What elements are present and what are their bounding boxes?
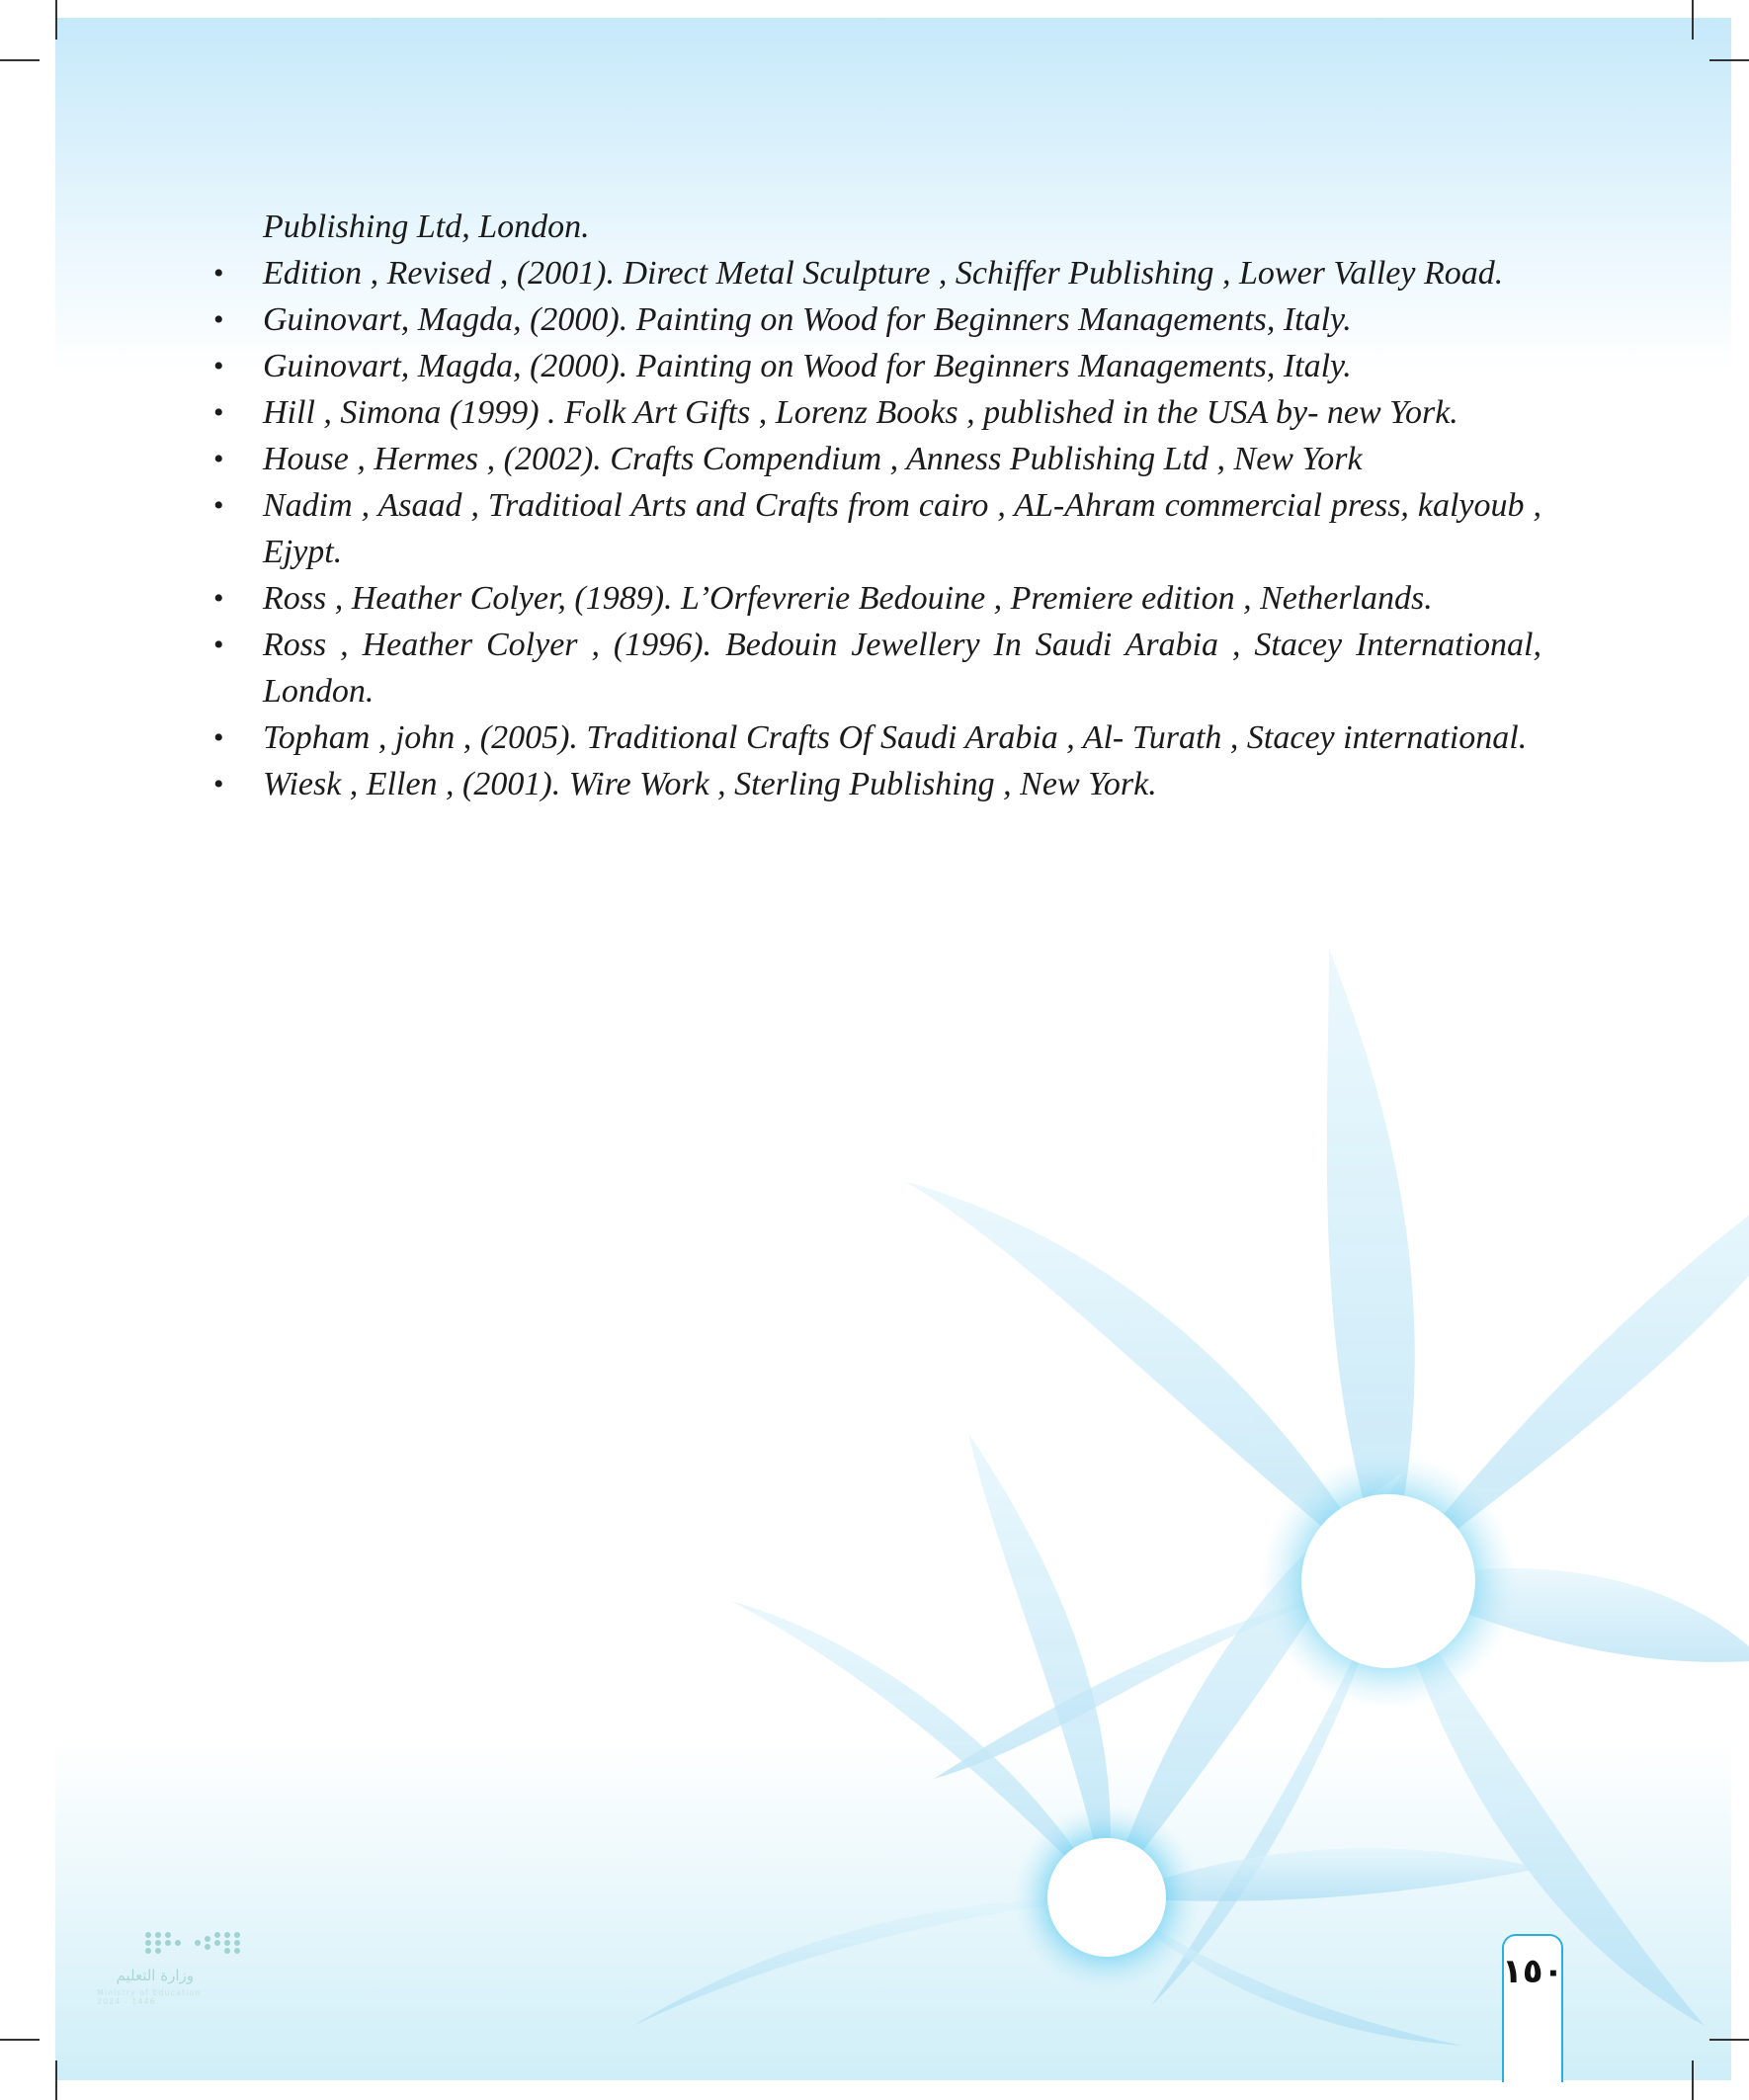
bullet-icon: • (213, 768, 224, 800)
references-list (208, 204, 1541, 807)
crop-mark (0, 2039, 40, 2041)
reference-item: • Guinovart, Magda, (2000). Painting on Wood for Beginners Managements, Italy. (208, 343, 1541, 389)
page-number: ١٥٠ (1502, 1952, 1564, 1991)
bullet-icon: • (213, 257, 224, 290)
bullet-icon: • (213, 582, 224, 615)
crop-mark (1709, 2039, 1749, 2041)
crop-mark (1709, 59, 1749, 61)
crop-mark (55, 2060, 57, 2100)
reference-continuation: Publishing Ltd, London. (263, 209, 590, 245)
bullet-icon: • (213, 350, 224, 382)
reference-item: • Wiesk , Ellen , (2001). Wire Work , Sterling Publishing , New York. (208, 761, 1541, 807)
reference-item: • Nadim , Asaad , Traditioal Arts and Crafts from cairo , AL-Ahram commercial press, kalyoub , Ejypt. (208, 482, 1541, 575)
reference-item: • Guinovart, Magda, (2000). Painting on Wood for Beginners Managements, Italy. (208, 296, 1541, 343)
crop-mark (0, 59, 40, 61)
bullet-icon: • (213, 396, 224, 429)
bullet-icon: • (213, 443, 224, 475)
bullet-icon: • (213, 629, 224, 661)
bullet-icon: • (213, 489, 224, 522)
reference-item: • Edition , Revised , (2001). Direct Metal Sculpture , Schiffer Publishing , Lower Valley Road. (208, 250, 1541, 296)
ministry-logo-subtitle: Ministry of Education 2024 - 1446 (97, 1988, 202, 2006)
reference-item: • House , Hermes , (2002). Crafts Compendium , Anness Publishing Ltd , New York (208, 436, 1541, 482)
crop-mark (55, 0, 57, 40)
crop-mark (1692, 2060, 1694, 2100)
bullet-icon: • (213, 721, 224, 754)
reference-item: • Ross , Heather Colyer, (1989). L’Orfevrerie Bedouine , Premiere edition , Netherlands. (208, 575, 1541, 622)
bullet-icon: • (213, 303, 224, 336)
reference-item: • Hill , Simona (1999) . Folk Art Gifts , Lorenz Books , published in the USA by- new York. (208, 389, 1541, 436)
crop-mark (1692, 0, 1694, 40)
ministry-logo-text: وزارة التعليم (116, 1967, 194, 1984)
reference-item: • Topham , john , (2005). Traditional Crafts Of Saudi Arabia , Al- Turath , Stacey international. (208, 714, 1541, 761)
reference-item: • Ross , Heather Colyer , (1996). Bedouin Jewellery In Saudi Arabia , Stacey International, London. (208, 622, 1541, 714)
